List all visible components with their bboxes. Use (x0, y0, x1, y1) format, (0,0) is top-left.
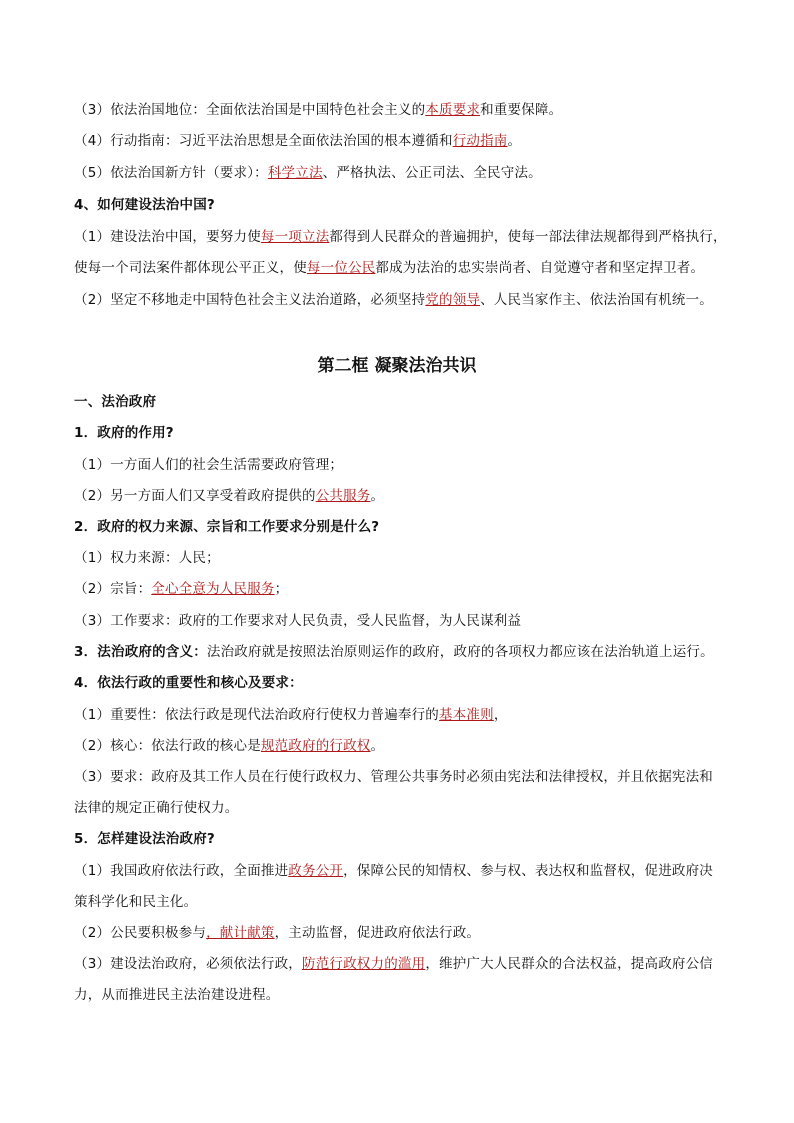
paragraph-line (74, 642, 734, 662)
section-heading: 一、法治政府 (74, 394, 157, 410)
paragraph-line: （3）要求：政府及其工作人员在行使行政权力、管理公共事务时必须由宪法和法律授权，并且依据宪法和 (74, 769, 713, 785)
highlight-term: 本质要求 (425, 102, 481, 118)
paragraph-line: 法律的规定正确行使权力。 (74, 800, 239, 816)
text: ，主动监督，促进政府依法行政。 (274, 925, 481, 941)
text: ； (274, 581, 289, 597)
paragraph-line (74, 258, 734, 278)
paragraph-line: 力，从而推进民主法治建设进程。 (74, 987, 280, 1003)
text: ， (493, 707, 508, 723)
text: 、人民当家作主、依法治国有机统一。 (480, 292, 714, 308)
highlight-term: ，献计献策 (206, 925, 275, 941)
highlight-term: 全心全意为人民服务 (151, 581, 275, 597)
highlight-term: 每一项立法 (260, 229, 330, 245)
paragraph-line (74, 131, 734, 151)
text: （2）核心：依法行政的核心是 (74, 738, 261, 754)
paragraph-line (74, 923, 734, 943)
text: ，维护广大人民群众的合法权益，提高政府公信 (425, 956, 714, 972)
term-label: 3．法治政府的含义： (74, 644, 207, 660)
highlight-term: 行动指南 (452, 133, 508, 149)
highlight-term: 每一位公民 (306, 260, 376, 276)
highlight-term: 公共服务 (315, 488, 371, 504)
text: 法治政府就是按照法治原则运作的政府，政府的各项权力都应该在法治轨道上运行。 (206, 644, 714, 660)
section-title: 第二框 凝聚法治共识 (317, 356, 477, 376)
paragraph-line: （1）一方面人们的社会生活需要政府管理； (74, 457, 344, 473)
text: 都成为法治的忠实崇尚者、自觉遵守者和坚定捍卫者。 (375, 260, 705, 276)
question-heading: 4．依法行政的重要性和核心及要求： (74, 675, 303, 691)
text: （5）依法治国新方针（要求）： (74, 165, 268, 181)
text: 。 (370, 488, 385, 504)
highlight-term: 科学立法 (267, 165, 323, 181)
text: 。 (507, 133, 522, 149)
text: 和重要保障。 (480, 102, 563, 118)
highlight-term: 防范行政权力的滥用 (302, 956, 426, 972)
text: （2）另一方面人们又享受着政府提供的 (74, 488, 316, 504)
paragraph-line (74, 227, 734, 247)
highlight-term: 基本准则 (439, 707, 494, 723)
question-heading: 2．政府的权力来源、宗旨和工作要求分别是什么? (74, 519, 380, 535)
text: （2）坚定不移地走中国特色社会主义法治道路，必须坚持 (74, 292, 426, 308)
paragraph-line (74, 290, 734, 310)
text: （1）重要性：依法行政是现代法治政府行使权力普遍奉行的 (74, 707, 439, 723)
paragraph-line (74, 705, 734, 725)
paragraph-line: 策科学化和民主化。 (74, 894, 198, 910)
text: ，保障公民的知情权、参与权、表达权和监督权，促进政府决 (343, 863, 714, 879)
question-heading: 1．政府的作用? (74, 425, 174, 441)
paragraph-line: （1）权力来源：人民； (74, 550, 220, 566)
paragraph-line: （3）工作要求：政府的工作要求对人民负责，受人民监督，为人民谋利益 (74, 613, 522, 629)
text: 都得到人民群众的普遍拥护，使每一部法律法规都得到严格执行， (329, 229, 727, 245)
paragraph-line (74, 861, 734, 881)
text: 。 (370, 738, 385, 754)
highlight-term: 规范政府的行政权 (260, 738, 371, 754)
text: （1）建设法治中国，要努力使 (74, 229, 261, 245)
highlight-term: 政务公开 (288, 863, 344, 879)
paragraph-line (74, 486, 734, 506)
paragraph-line (74, 100, 734, 120)
text: （3）依法治国地位：全面依法治国是中国特色社会主义的 (74, 102, 426, 118)
text: （1）我国政府依法行政，全面推进 (74, 863, 289, 879)
text: （3）建设法治政府，必须依法行政， (74, 956, 302, 972)
text: （2）公民要积极参与 (74, 925, 207, 941)
text: 、严格执法、公正司法、全民守法。 (322, 165, 542, 181)
text: （4）行动指南：习近平法治思想是全面依法治国的根本遵循和 (74, 133, 453, 149)
question-heading: 5．怎样建设法治政府? (74, 831, 215, 847)
question-heading: 4、如何建设法治中国? (74, 197, 215, 213)
paragraph-line (74, 736, 734, 756)
text: 使每一个司法案件都体现公平正义，使 (74, 260, 307, 276)
highlight-term: 党的领导 (425, 292, 481, 308)
paragraph-line (74, 954, 734, 974)
text: （2）宗旨： (74, 581, 152, 597)
paragraph-line (74, 163, 734, 183)
paragraph-line (74, 579, 734, 599)
